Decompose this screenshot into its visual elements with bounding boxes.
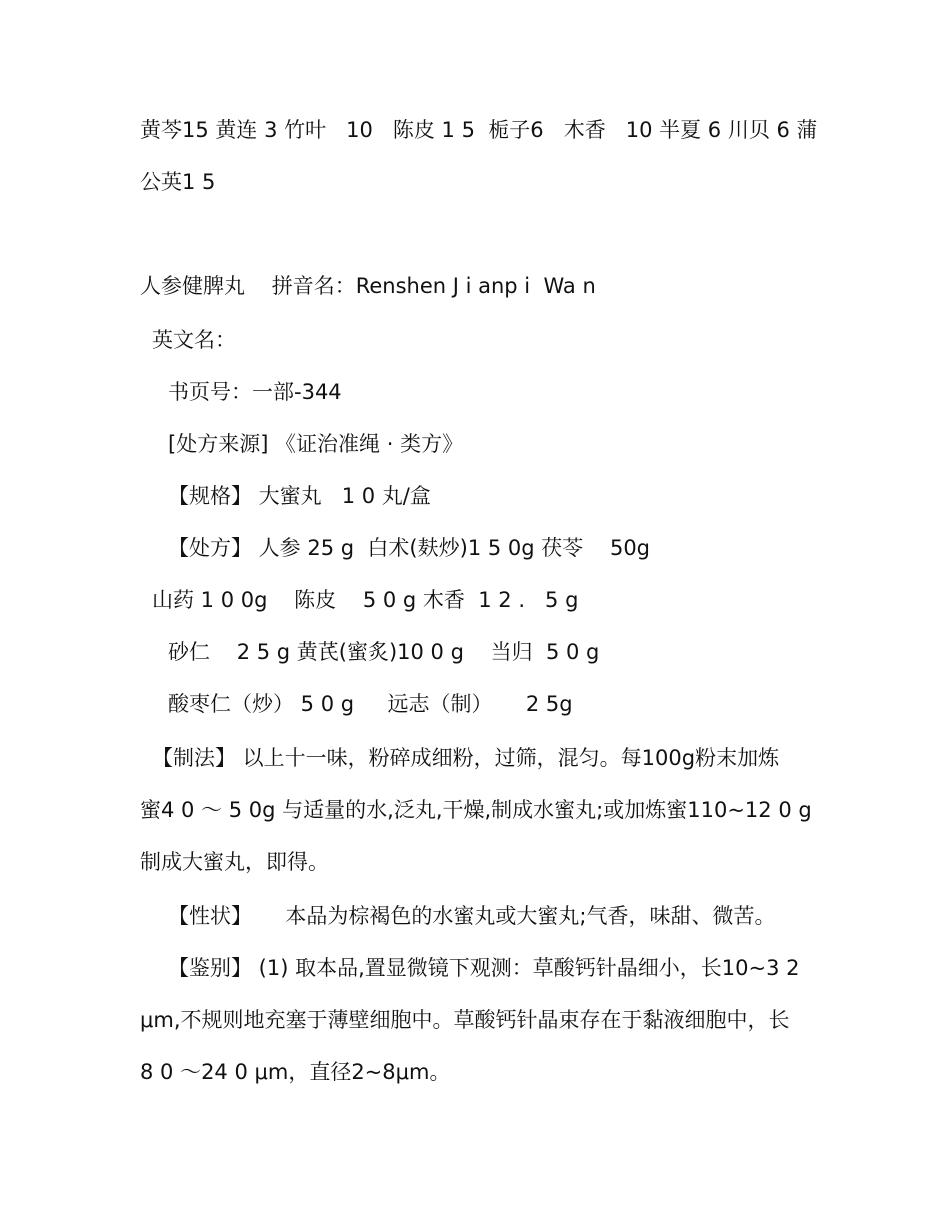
identification-line-1: 【鉴别】 (1) 取本品,置显微镜下观测：草酸钙针晶细小，长10~3 2	[168, 956, 800, 980]
prescription-line-3: 砂仁 2 5 g 黄芪(蜜炙)10 0 g 当归 5 0 g	[168, 640, 600, 664]
book-page-line: 书页号：一部-344	[168, 380, 342, 404]
preparation-line-3: 制成大蜜丸，即得。	[140, 850, 329, 874]
preparation-line-2: 蜜4 0 ～ 5 0g 与适量的水,泛丸,干燥,制成水蜜丸;或加炼蜜110~12 0 g	[140, 798, 812, 822]
formula-line-2: 公英1 5	[140, 170, 216, 194]
specification-line: 【规格】 大蜜丸 1 0 丸/盒	[168, 484, 431, 508]
identification-line-2: μm,不规则地充塞于薄壁细胞中。草酸钙针晶束存在于黏液细胞中，长	[140, 1008, 790, 1032]
preparation-line-1: 【制法】 以上十一味，粉碎成细粉，过筛，混匀。每100g粉末加炼	[152, 746, 780, 770]
identification-line-3: 8 0 ～24 0 μm，直径2~8μm。	[140, 1060, 451, 1084]
prescription-line-2: 山药 1 0 0g 陈皮 5 0 g 木香 1 2 . 5 g	[152, 588, 579, 612]
product-title-line: 人参健脾丸 拼音名：Renshen J i anp i Wa n	[140, 274, 596, 298]
properties-line: 【性状】 本品为棕褐色的水蜜丸或大蜜丸;气香，味甜、微苦。	[168, 904, 776, 928]
prescription-line-1: 【处方】 人参 25 g 白术(麸炒)1 5 0g 茯苓 50g	[168, 536, 651, 560]
formula-line-1: 黄芩15 黄连 3 竹叶 10 陈皮 1 5 栀子6 木香 10 半夏 6 川贝 6 蒲	[140, 118, 818, 142]
english-name-line: 英文名：	[152, 328, 236, 352]
prescription-line-4: 酸枣仁（炒） 5 0 g 远志（制） 2 5g	[168, 692, 573, 716]
prescription-source-line: [处方来源] 《证治准绳 · 类方》	[168, 432, 464, 456]
